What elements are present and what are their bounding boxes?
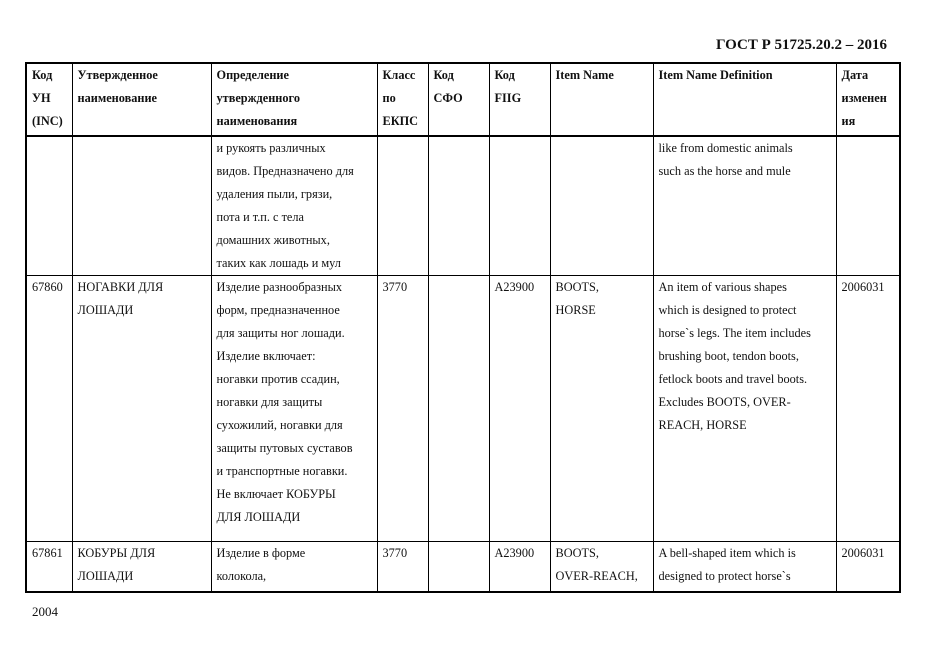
cell-text-line: Код [32, 68, 53, 82]
cell-text-line: An item of various shapes [658, 280, 787, 294]
cell-text-line: which is designed to protect [658, 303, 797, 317]
cell-class [377, 276, 428, 542]
cell-text-line: Item Name [555, 68, 614, 82]
cell-text-line: like from domestic animals [658, 141, 793, 155]
table-row [26, 136, 900, 276]
cell-class [377, 136, 428, 276]
cell-text-line: видов. Предназначено для [216, 164, 354, 178]
cell-text-line: Класс [382, 68, 416, 82]
cell-text-line: BOOTS, [555, 280, 599, 294]
cell-item-name [550, 136, 653, 276]
cell-date [836, 542, 900, 592]
cell-inc-code [26, 542, 72, 592]
cell-fiig [489, 542, 550, 592]
cell-text-line: удаления пыли, грязи, [216, 187, 333, 201]
cell-item-definition [653, 276, 836, 542]
cell-text-line: 3770 [382, 546, 408, 560]
cell-item-name [550, 542, 653, 592]
header-change-date [836, 63, 900, 136]
cell-inc-code [26, 136, 72, 276]
cell-text-line: BOOTS, [555, 546, 599, 560]
cell-definition [211, 276, 377, 542]
cell-text-line: A bell-shaped item which is [658, 546, 796, 560]
cell-inc-code [26, 276, 72, 542]
cell-text-line: наименование [77, 91, 157, 105]
cell-text-line: Код [433, 68, 454, 82]
cell-text-line: brushing boot, tendon boots, [658, 349, 799, 363]
cell-text-line: колокола, [216, 569, 267, 583]
inc-table [25, 62, 901, 593]
cell-item-definition [653, 542, 836, 592]
cell-text-line: Изделие в форме [216, 546, 306, 560]
cell-text-line: horse`s legs. The item includes [658, 326, 811, 340]
page-number: 2004 [32, 604, 58, 619]
cell-text-line: Изделие включает: [216, 349, 316, 363]
cell-text-line: ЛОШАДИ [77, 303, 134, 317]
header-item-name-definition [653, 63, 836, 136]
header-sfo-code [428, 63, 489, 136]
cell-date [836, 276, 900, 542]
cell-text-line: по [382, 91, 396, 105]
cell-text-line: 2006031 [841, 280, 885, 294]
cell-definition [211, 136, 377, 276]
cell-text-line: и рукоять различных [216, 141, 326, 155]
cell-text-line: Excludes BOOTS, OVER- [658, 395, 791, 409]
cell-approved-name [72, 276, 211, 542]
cell-text-line: домашних животных, [216, 233, 330, 247]
cell-text-line: таких как лошадь и мул [216, 256, 341, 270]
cell-text-line: FIIG [494, 91, 522, 105]
cell-approved-name [72, 136, 211, 276]
cell-text-line: сухожилий, ногавки для [216, 418, 343, 432]
cell-text-line: изменен [841, 91, 887, 105]
cell-text-line: 3770 [382, 280, 408, 294]
cell-text-line: Код [494, 68, 515, 82]
standard-title: ГОСТ Р 51725.20.2 – 2016 [715, 37, 887, 53]
cell-text-line: для защиты ног лошади. [216, 326, 345, 340]
cell-text-line: пота и т.п. с тела [216, 210, 304, 224]
cell-class [377, 542, 428, 592]
cell-text-line: СФО [433, 91, 463, 105]
cell-text-line: утвержденного [216, 91, 300, 105]
cell-text-line: A23900 [494, 280, 535, 294]
table-row [26, 276, 900, 542]
cell-text-line: OVER-REACH, [555, 569, 638, 583]
header-ekps-class [377, 63, 428, 136]
table-row [26, 542, 900, 592]
cell-text-line: A23900 [494, 546, 535, 560]
header-inc-code [26, 63, 72, 136]
cell-fiig [489, 276, 550, 542]
cell-text-line: such as the horse and mule [658, 164, 791, 178]
cell-text-line: Не включает КОБУРЫ [216, 487, 336, 501]
header-name-definition [211, 63, 377, 136]
cell-text-line: fetlock boots and travel boots. [658, 372, 808, 386]
cell-sfo [428, 276, 489, 542]
cell-date [836, 136, 900, 276]
cell-text-line: наименования [216, 114, 298, 128]
cell-text-line: Утвержденное [77, 68, 158, 82]
cell-text-line: (INC) [32, 114, 63, 128]
cell-text-line: ЕКПС [382, 114, 419, 128]
cell-text-line: форм, предназначенное [216, 303, 340, 317]
cell-text-line: Изделие разнообразных [216, 280, 343, 294]
cell-text-line: КОБУРЫ ДЛЯ [77, 546, 156, 560]
cell-item-name [550, 276, 653, 542]
cell-item-definition [653, 136, 836, 276]
cell-approved-name [72, 542, 211, 592]
header-approved-name [72, 63, 211, 136]
cell-fiig [489, 136, 550, 276]
cell-text-line: ия [841, 114, 856, 128]
cell-text-line: ДЛЯ ЛОШАДИ [216, 510, 301, 524]
cell-text-line: REACH, HORSE [658, 418, 747, 432]
cell-text-line: и транспортные ногавки. [216, 464, 348, 478]
cell-text-line: ногавки против ссадин, [216, 372, 340, 386]
table-header-row [26, 63, 900, 136]
cell-text-line: Item Name Definition [658, 68, 773, 82]
cell-text-line: 67860 [32, 280, 63, 294]
cell-text-line: защиты путовых суставов [216, 441, 353, 455]
cell-text-line: Определение [216, 68, 289, 82]
cell-text-line: Дата [841, 68, 869, 82]
cell-text-line: 67861 [32, 546, 63, 560]
cell-text-line: НОГАВКИ ДЛЯ [77, 280, 164, 294]
cell-definition [211, 542, 377, 592]
header-item-name [550, 63, 653, 136]
cell-text-line: УН [32, 91, 51, 105]
header-fiig-code [489, 63, 550, 136]
cell-text-line: HORSE [555, 303, 596, 317]
cell-text-line: designed to protect horse`s [658, 569, 791, 583]
cell-sfo [428, 542, 489, 592]
cell-sfo [428, 136, 489, 276]
cell-text-line: ногавки для защиты [216, 395, 323, 409]
cell-text-line: ЛОШАДИ [77, 569, 134, 583]
cell-text-line: 2006031 [841, 546, 885, 560]
